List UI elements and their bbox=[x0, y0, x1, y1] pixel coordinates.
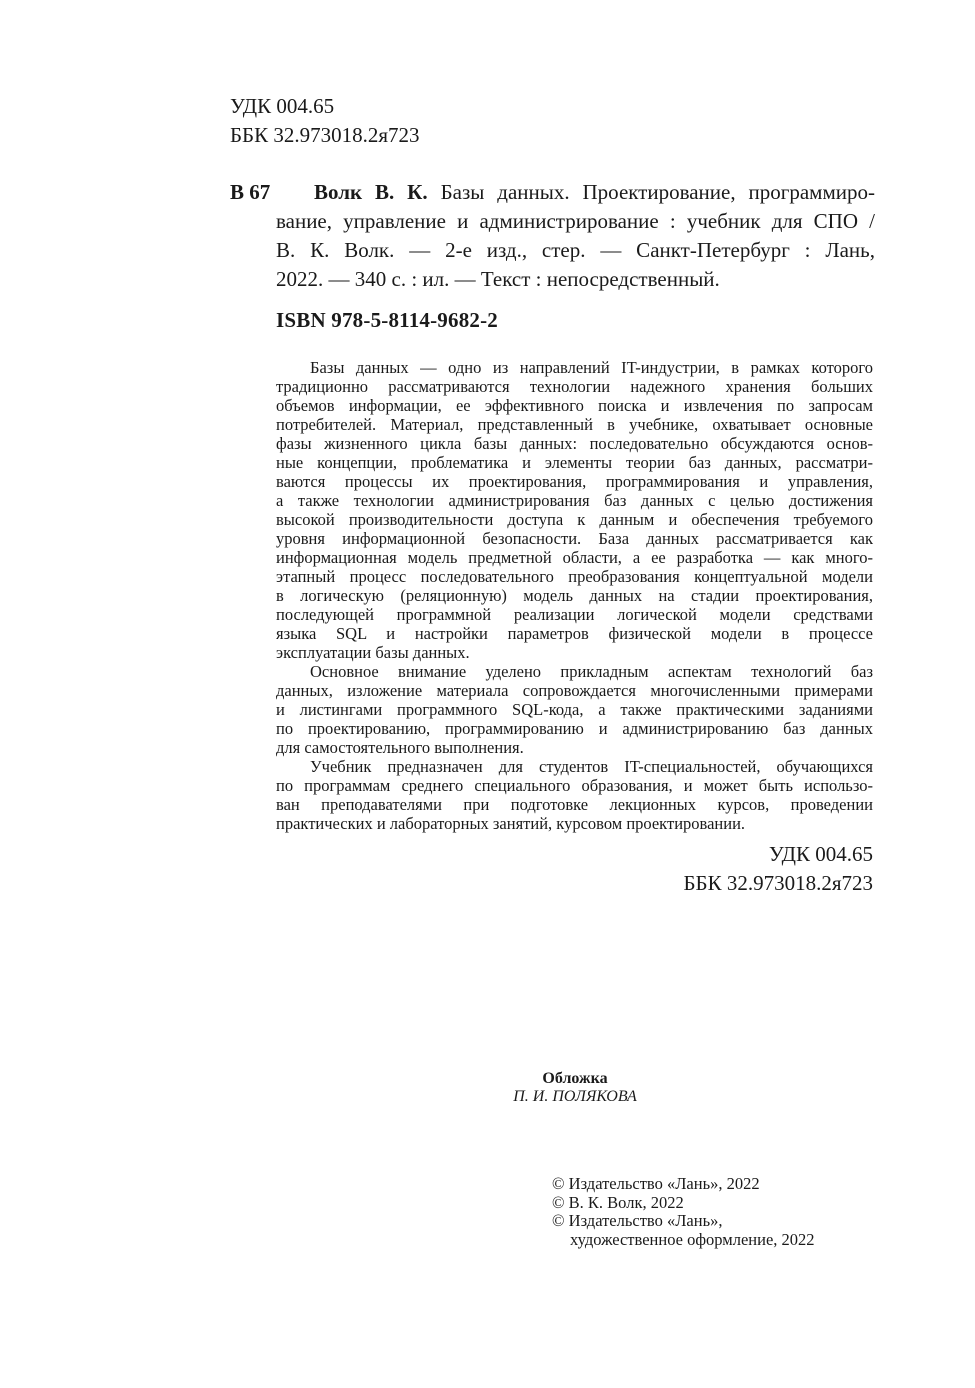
abstract-paragraph bbox=[276, 358, 873, 662]
cover-credit bbox=[500, 1070, 650, 1106]
classification-top bbox=[230, 92, 420, 150]
abstract-line: в логическую (реляционную) модель данных на стадии проектирования, bbox=[276, 586, 873, 605]
catalog-line bbox=[276, 178, 875, 207]
abstract-line: Учебник предназначен для студентов IT-специальностей, обучающихся bbox=[310, 757, 873, 776]
catalog-line: В. К. Волк. — 2-е изд., стер. — Санкт-Петербург : Лань, bbox=[276, 238, 875, 262]
copyright-line: © В. К. Волк, 2022 bbox=[552, 1192, 684, 1212]
abstract-line: высокой производительности доступа к данным и обеспечения требуемого bbox=[276, 510, 873, 529]
bbk-code: ББК 32.973018.2я723 bbox=[683, 871, 873, 895]
catalog-description bbox=[276, 178, 875, 294]
copyright-line: © Издательство «Лань», bbox=[552, 1211, 723, 1230]
abstract bbox=[276, 358, 873, 833]
abstract-line: традиционно рассматриваются технологии надежного хранения больших bbox=[276, 377, 873, 396]
copyright-line: © Издательство «Лань», 2022 bbox=[552, 1174, 760, 1193]
udk-code: УДК 004.65 bbox=[768, 842, 873, 866]
copyright-block bbox=[552, 1175, 815, 1249]
abstract-line: практических и лабораторных занятий, курсовом проектировании. bbox=[276, 814, 746, 833]
abstract-line: ные концепции, проблематика и элементы теории баз данных, рассматри- bbox=[276, 453, 873, 472]
abstract-line: ваются процессы их проектирования, программирования и управления, bbox=[276, 472, 873, 491]
abstract-paragraph bbox=[276, 662, 873, 757]
isbn: ISBN 978-5-8114-9682-2 bbox=[276, 308, 498, 332]
classification-bottom bbox=[683, 840, 873, 898]
catalog-line: 2022. — 340 с. : ил. — Текст : непосредственный. bbox=[276, 267, 720, 291]
abstract-line: информационная модель предметной области, а ее разработка — как много- bbox=[276, 548, 873, 567]
catalog-line-text: Базы данных. Проектирование, программиро- bbox=[440, 180, 875, 204]
abstract-paragraph bbox=[276, 757, 873, 833]
abstract-line: последующей программной реализации логической модели средствами bbox=[276, 605, 873, 624]
catalog-entry bbox=[230, 178, 875, 294]
abstract-line: и листингами программного SQL-кода, а также практическими заданиями bbox=[276, 700, 873, 719]
abstract-line: а также технологии администрирования баз данных с целью достижения bbox=[276, 491, 873, 510]
abstract-line: уровня информационной безопасности. База данных рассматривается как bbox=[276, 529, 873, 548]
catalog-author: Волк В. К. bbox=[314, 180, 428, 204]
abstract-line: языка SQL и настройки параметров физической модели в процессе bbox=[276, 624, 873, 643]
abstract-line: ван преподавателями при подготовке лекционных курсов, проведении bbox=[276, 795, 873, 814]
udk-code: УДК 004.65 bbox=[230, 94, 335, 118]
abstract-line: потребителей. Материал, представленный в учебнике, охватывает основные bbox=[276, 415, 873, 434]
abstract-line: эксплуатации базы данных. bbox=[276, 643, 470, 662]
copyright-line: художественное оформление, 2022 bbox=[570, 1229, 815, 1249]
abstract-line: по проектированию, программированию и администрированию баз данных bbox=[276, 719, 873, 738]
abstract-line: данных, изложение материала сопровождается многочисленными примерами bbox=[276, 681, 873, 700]
catalog-line: вание, управление и администрирование : учебник для СПО / bbox=[276, 209, 875, 233]
abstract-line: по программам среднего специального образования, и может быть использо- bbox=[276, 776, 873, 795]
bbk-code: ББК 32.973018.2я723 bbox=[230, 123, 420, 147]
abstract-line: фазы жизненного цикла базы данных: последовательно обсуждаются основ- bbox=[276, 434, 873, 453]
cover-artist: П. И. ПОЛЯКОВА bbox=[513, 1088, 637, 1105]
abstract-line: объемов информации, ее эффективного поиска и извлечения по запросам bbox=[276, 396, 873, 415]
author-mark: В 67 bbox=[230, 180, 271, 204]
abstract-line: этапный процесс последовательного преобразования концептуальной модели bbox=[276, 567, 873, 586]
cover-label: Обложка bbox=[542, 1070, 608, 1087]
abstract-line: для самостоятельного выполнения. bbox=[276, 738, 524, 757]
abstract-line: Основное внимание уделено прикладным аспектам технологий баз bbox=[310, 662, 873, 681]
abstract-line: Базы данных — одно из направлений IT-индустрии, в рамках которого bbox=[310, 358, 873, 377]
